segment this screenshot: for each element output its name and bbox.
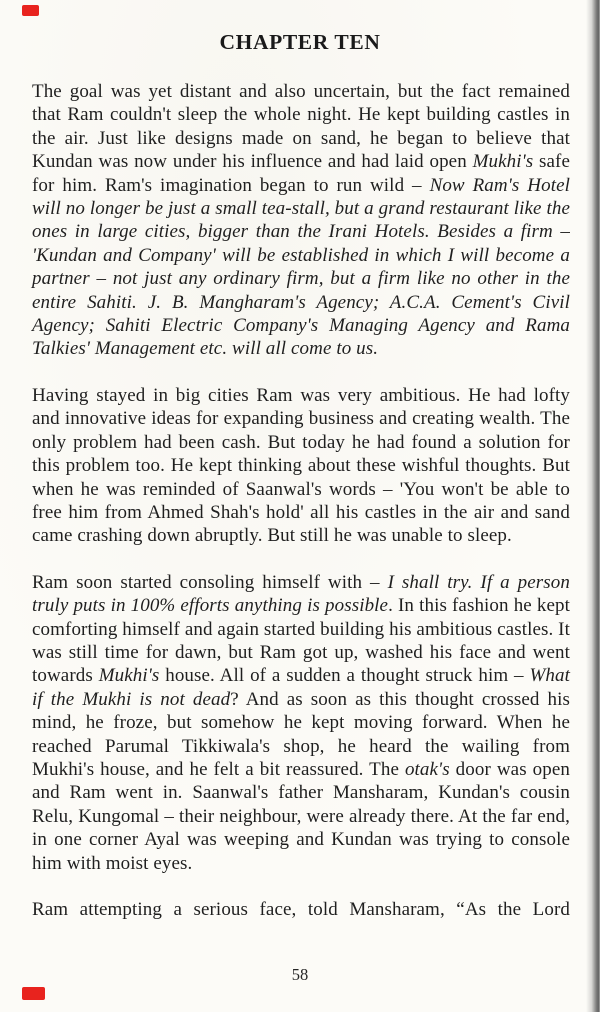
italic-text-segment: What if the Mukhi is not dead xyxy=(32,665,570,710)
text-segment: house. All of a sudden a thought struck him – xyxy=(159,665,530,687)
text-segment: . In this fashion he kept comforting himself and again started building his ambitious castles. It was still time for dawn, but Ram got up, washed his face and went towards xyxy=(32,595,570,687)
italic-text-segment: I shall try. If a person truly puts in 100% efforts anything is possible xyxy=(32,571,570,617)
red-scan-mark-top xyxy=(22,5,39,16)
paragraph xyxy=(32,384,570,548)
body-text xyxy=(0,55,600,921)
text-segment: The goal was yet distant and also uncertain, but the fact remained that Ram couldn't sleep the whole night. He kept building castles in the air. Just like designs made on sand, he began to believe that Kundan was now under his influence and had laid open xyxy=(32,81,570,173)
text-segment: safe for him. Ram's imagination began to run wild – xyxy=(32,151,570,196)
paragraph xyxy=(32,898,570,921)
text-segment: Ram soon started consoling himself with – xyxy=(32,571,388,593)
italic-text-segment: Now Ram's Hotel will no longer be just a small tea-stall, but a grand restaurant like the ones in large cities, bigger than the Irani Hotels. Besides a firm – 'Kundan and Company' will be established in which I will become a partner – not just any ordinary firm, but a firm like no other in the entire Sahiti. J. B. Mangharam's Agency; A.C.A. Cement's Civil Agency; Sahiti Electric Company's Managing Agency and Rama Talkies' Management etc. will all come to us. xyxy=(32,174,571,360)
paragraph xyxy=(32,80,570,361)
text-segment: door was open and Ram went in. Saanwal's father Mansharam, Kundan's cousin Relu, Kungomal – their neighbour, were already there. At the far end, in one corner Ayal was weeping and Kundan was trying to console him with moist eyes. xyxy=(32,758,570,874)
text-segment: Having stayed in big cities Ram was very ambitious. He had lofty and innovative ideas for expanding business and creating wealth. The only problem had been cash. But today he had found a solution for this problem too. He kept thinking about these wishful thoughts. But when he was reminded of Saanwal's words – 'You won't be able to free him from Ahmed Shah's hold' all his castles in the air and sand came crashing down abruptly. But still he was unable to sleep. xyxy=(32,384,570,547)
italic-text-segment: otak's xyxy=(404,758,450,780)
chapter-title: CHAPTER TEN xyxy=(219,30,381,54)
text-segment: Ram attempting a serious face, told Mansharam, “As the Lord xyxy=(32,899,570,920)
italic-text-segment: Mukhi's xyxy=(98,665,160,687)
text-segment: ? And as soon as this thought crossed his mind, he froze, but somehow he kept moving forward. When he reached Parumal Tikkiwala's shop, he heard the wailing from Mukhi's house, and he felt a bit reassured. The xyxy=(32,688,570,780)
red-scan-mark-bottom xyxy=(22,987,45,1000)
italic-text-segment: Mukhi's xyxy=(472,151,534,173)
paragraph xyxy=(32,571,570,875)
page-number: 58 xyxy=(291,965,309,984)
